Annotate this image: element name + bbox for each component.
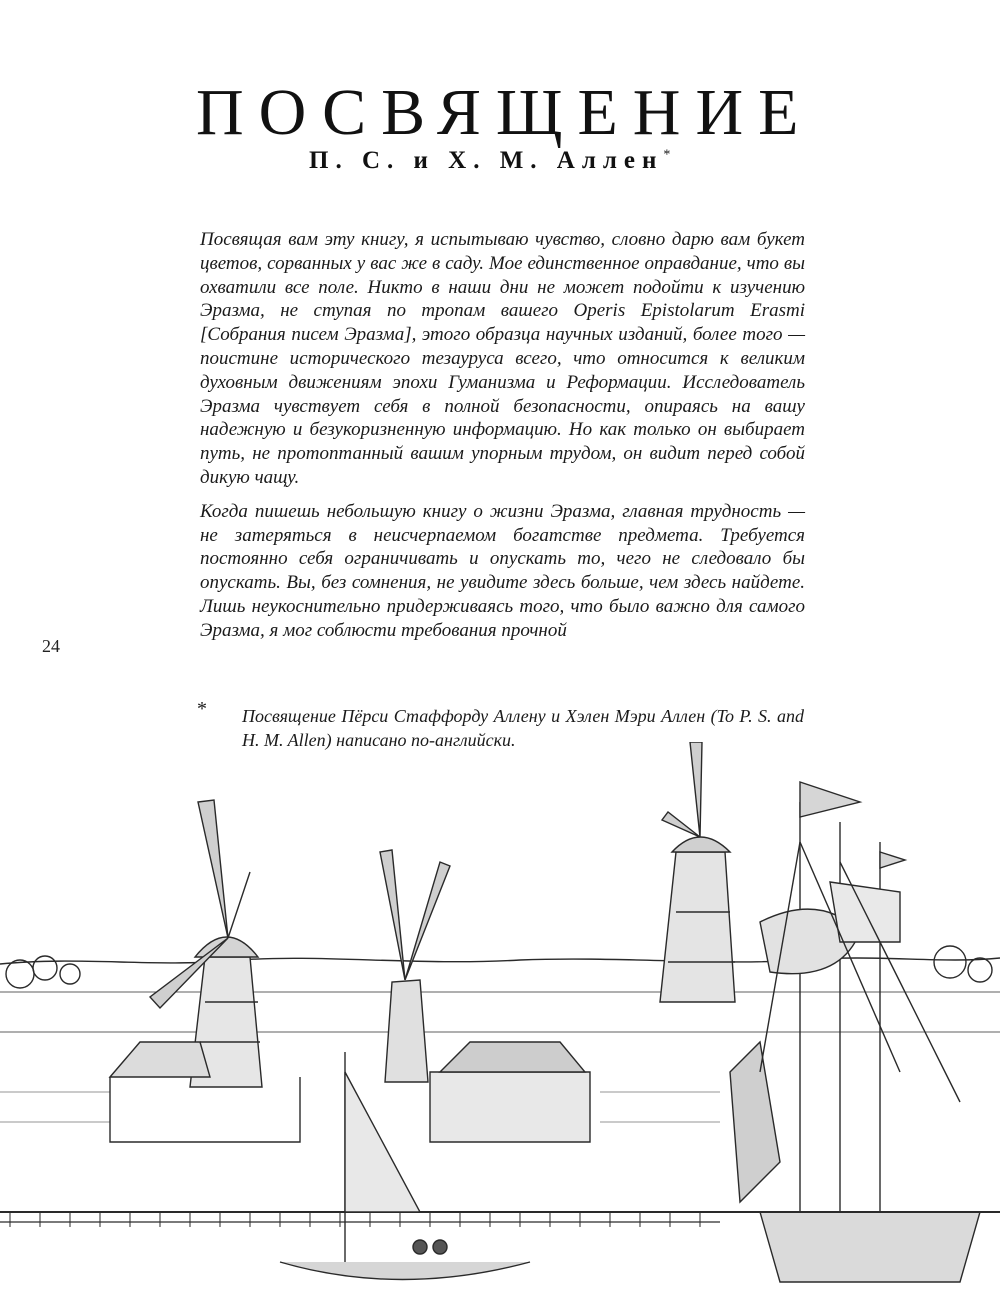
page-number: 24 — [42, 636, 60, 656]
subtitle-footnote-marker: * — [663, 147, 671, 163]
footnote-text: Посвящение Пёрси Стаффорду Аллену и Хэлен Мэри Аллен (To P. S. and H. M. Allen) написано по-английски. — [242, 706, 804, 750]
dedication-subtitle — [309, 147, 709, 175]
paragraph: Когда пишешь небольшую книгу о жизни Эразма, главная трудность — не затеряться в неисчерпаемом богатстве предмета. Требуется постоянно себя ограничивать и опускать то, чего не следовало бы опускать. Вы, без сомнения, не увидите здесь больше, чем здесь найдете. Лишь неукоснительно придерживаясь того, что было важно для самого Эразма, я мог соблюсти требования прочной — [200, 500, 805, 641]
subtitle-text: П. С. и Х. М. Аллен — [309, 147, 664, 174]
footnote-marker: * — [197, 698, 207, 720]
harbor-engraving-icon — [0, 742, 1000, 1296]
dedication-body — [200, 228, 805, 643]
chapter-heading — [190, 76, 814, 149]
page-title: ПОСВЯЩЕНИЕ — [196, 76, 814, 149]
paragraph: Посвящая вам эту книгу, я испытываю чувство, словно дарю вам букет цветов, сорванных у вас же в саду. Мое единственное оправдание, что вы охватили все поле. Никто в наши дни не может подойти к изучению Эразма, не ступая по тропам вашего Operis Epistolarum Erasmi [Собрания писем Эразма], этого образца научных изданий, более того — поистине исторического тезауруса всего, что относится к великим духовным движениям эпохи Гуманизма и Реформации. Исследователь Эразма чувствует себя в полной безопасности, опираясь на вашу надежную и безукоризненную информацию. Но как только он выбирает путь, не протоптанный вашим упорным трудом, он видит перед собой дикую чащу. — [200, 229, 805, 488]
